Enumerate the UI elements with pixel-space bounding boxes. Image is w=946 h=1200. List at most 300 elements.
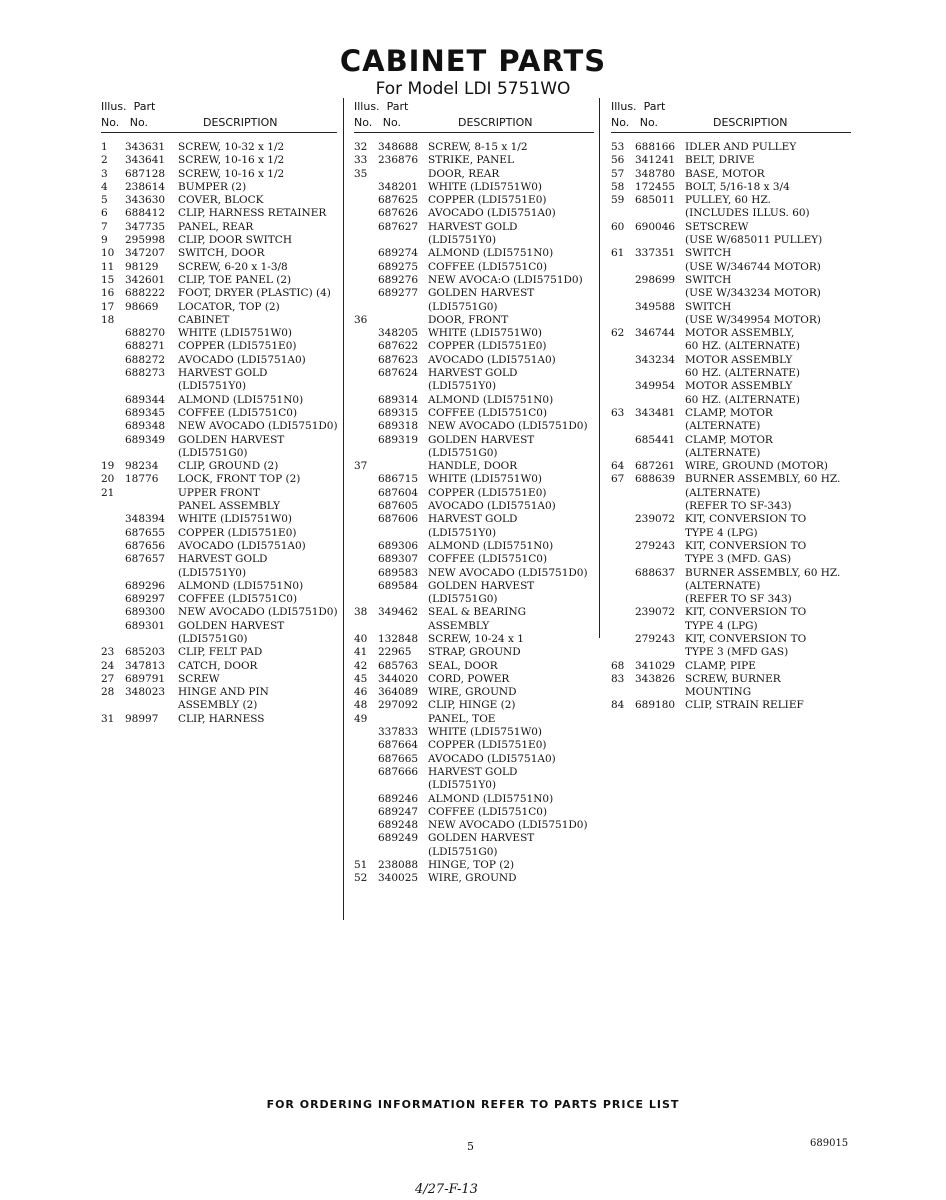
part-description: KIT, CONVERSION TO (685, 632, 807, 645)
header-no: No. No. (611, 116, 659, 129)
illus-number (354, 274, 378, 287)
header-no: No. No. (354, 116, 402, 129)
part-row (611, 301, 851, 314)
part-description: ALMOND (LDI5751N0) (178, 393, 304, 406)
part-description: BOLT, 5/16-18 x 3/4 (685, 180, 790, 193)
part-row (611, 606, 851, 619)
parts-column-1 (101, 98, 337, 726)
illus-number (611, 580, 635, 593)
part-description: STRIKE, PANEL (428, 154, 514, 167)
part-number: 688166 (635, 141, 676, 153)
part-number: 348201 (378, 180, 419, 193)
part-description: MOTOR ASSEMBLY, (685, 327, 795, 340)
part-number: 689791 (125, 672, 166, 685)
part-row (611, 367, 851, 380)
part-number: 343631 (125, 141, 166, 153)
part-row (101, 327, 337, 340)
part-row (101, 553, 337, 566)
part-description: SCREW (178, 672, 220, 685)
part-description: SWITCH, DOOR (178, 247, 265, 260)
part-description: ALMOND (LDI5751N0) (428, 247, 554, 260)
part-description: SCREW, 10-24 x 1 (428, 632, 524, 645)
illus-number (354, 527, 378, 540)
part-number: 689275 (378, 260, 419, 273)
illus-number (101, 527, 125, 540)
part-description: AVOCADO (LDI5751A0) (428, 752, 556, 765)
part-number (635, 527, 685, 540)
column-divider (599, 98, 600, 638)
part-number: 348688 (378, 141, 419, 153)
illus-number (611, 553, 635, 566)
part-row (101, 287, 337, 300)
part-description: HARVEST GOLD (178, 553, 268, 566)
part-number: 344020 (378, 672, 419, 685)
illus-number (354, 181, 378, 194)
part-number: 349954 (635, 380, 676, 393)
part-description: (USE W/685011 PULLEY) (685, 234, 823, 247)
illus-number (611, 447, 635, 460)
part-number (635, 234, 685, 247)
part-row (354, 567, 594, 580)
illus-number (101, 434, 125, 447)
part-row (101, 673, 337, 686)
part-description: HARVEST GOLD (428, 220, 518, 233)
part-description: TYPE 3 (MFD. GAS) (685, 553, 792, 566)
header-description: DESCRIPTION (458, 116, 533, 129)
part-row (101, 606, 337, 619)
part-number: 687622 (378, 340, 419, 353)
part-description: WHITE (LDI5751W0) (178, 327, 293, 340)
part-number: 689315 (378, 406, 419, 419)
part-row (354, 713, 594, 726)
part-row (611, 553, 851, 566)
part-description: (LDI5751G0) (428, 845, 498, 858)
part-description: SCREW, 8-15 x 1/2 (428, 141, 528, 153)
part-number (378, 713, 428, 726)
header-illus-part: Illus. Part (101, 100, 156, 113)
illus-number: 31 (101, 712, 115, 725)
part-number: 98997 (125, 712, 159, 725)
illus-number (354, 420, 378, 433)
part-row (354, 739, 594, 752)
part-description: SEAL & BEARING (428, 606, 527, 619)
part-number: 685763 (378, 659, 419, 672)
part-description: WHITE (LDI5751W0) (428, 180, 543, 193)
part-number: 689296 (125, 579, 166, 592)
part-number: 687624 (378, 367, 419, 380)
part-description: CLIP, GROUND (2) (178, 460, 279, 473)
header-description: DESCRIPTION (713, 116, 788, 129)
illus-number: 51 (354, 859, 368, 872)
part-row (101, 380, 337, 393)
part-row (611, 274, 851, 287)
illus-number (611, 380, 635, 393)
part-number: 347813 (125, 659, 166, 672)
illus-number: 53 (611, 141, 625, 153)
illus-number (101, 367, 125, 380)
part-row (354, 793, 594, 806)
illus-number: 45 (354, 672, 368, 685)
part-number: 348205 (378, 327, 419, 340)
illus-number: 48 (354, 699, 368, 712)
part-description: WHITE (LDI5751W0) (428, 473, 543, 486)
part-row (101, 354, 337, 367)
part-row (354, 660, 594, 673)
part-description: SWITCH (685, 273, 732, 286)
part-row (354, 832, 594, 845)
part-description: SEAL, DOOR (428, 659, 498, 672)
part-number: 690046 (635, 220, 676, 233)
part-number: 341029 (635, 659, 676, 672)
part-row (101, 340, 337, 353)
part-description: (LDI5751G0) (178, 446, 248, 459)
part-description: CLIP, STRAIN RELIEF (685, 699, 804, 712)
part-row (354, 314, 594, 327)
illus-number (611, 340, 635, 353)
part-number: 687655 (125, 526, 166, 539)
illus-number: 17 (101, 300, 115, 313)
part-description: AVOCADO (LDI5751A0) (428, 353, 556, 366)
part-number: 341241 (635, 154, 676, 167)
part-number: 279243 (635, 539, 676, 552)
part-number: 279243 (635, 632, 676, 645)
part-number: 689247 (378, 805, 419, 818)
part-row (611, 620, 851, 633)
part-row (101, 540, 337, 553)
part-description: LOCATOR, TOP (2) (178, 300, 280, 313)
illus-number (354, 793, 378, 806)
illus-number (354, 500, 378, 513)
part-number: 236876 (378, 154, 419, 167)
part-row (354, 500, 594, 513)
illus-number (354, 261, 378, 274)
illus-number (101, 420, 125, 433)
part-row (101, 686, 337, 699)
part-row (101, 593, 337, 606)
part-description: KIT, CONVERSION TO (685, 606, 807, 619)
part-number: 689301 (125, 619, 166, 632)
part-number: 686715 (378, 473, 419, 486)
column-header (101, 98, 337, 133)
illus-number: 42 (354, 659, 368, 672)
illus-number (611, 234, 635, 247)
part-row (354, 221, 594, 234)
header-illus-part: Illus. Part (354, 100, 409, 113)
part-row (101, 447, 337, 460)
part-number: 347207 (125, 247, 166, 260)
parts-list (354, 141, 594, 886)
part-row (611, 473, 851, 486)
part-row (101, 247, 337, 260)
part-description: (LDI5751G0) (428, 446, 498, 459)
part-description: KIT, CONVERSION TO (685, 539, 807, 552)
illus-number: 3 (101, 167, 108, 180)
part-number: 688271 (125, 340, 166, 353)
illus-number: 23 (101, 646, 115, 659)
illus-number: 57 (611, 167, 625, 180)
illus-number (101, 580, 125, 593)
part-row (101, 473, 337, 486)
illus-number (101, 593, 125, 606)
part-number: 689306 (378, 539, 419, 552)
part-row (611, 247, 851, 260)
part-row (101, 513, 337, 526)
part-row (354, 327, 594, 340)
illus-number (354, 247, 378, 260)
part-description: (ALTERNATE) (685, 446, 761, 459)
illus-number: 64 (611, 460, 625, 473)
part-row (101, 633, 337, 646)
illus-number: 49 (354, 712, 368, 725)
illus-number (354, 846, 378, 859)
part-row (101, 314, 337, 327)
illus-number (611, 567, 635, 580)
part-row (354, 766, 594, 779)
handwritten-note: 4/27-F-13 (415, 1182, 478, 1197)
illus-number: 41 (354, 646, 368, 659)
parts-list (611, 141, 851, 713)
illus-number: 63 (611, 406, 625, 419)
illus-number: 36 (354, 313, 368, 326)
part-row (354, 207, 594, 220)
part-row (354, 646, 594, 659)
part-number: 689180 (635, 699, 676, 712)
part-description: COPPER (LDI5751E0) (178, 526, 297, 539)
part-number: 689344 (125, 393, 166, 406)
part-description: IDLER AND PULLEY (685, 141, 797, 153)
part-row (611, 460, 851, 473)
part-number: 689249 (378, 832, 419, 845)
document-number: 689015 (810, 1138, 849, 1149)
illus-number (354, 726, 378, 739)
illus-number: 37 (354, 460, 368, 473)
illus-number (354, 620, 378, 633)
part-number (635, 314, 685, 327)
part-description: PULLEY, 60 HZ. (685, 194, 771, 207)
part-description: HINGE, TOP (2) (428, 859, 515, 872)
part-description: COPPER (LDI5751E0) (178, 340, 297, 353)
illus-number: 60 (611, 220, 625, 233)
part-row (354, 620, 594, 633)
part-description: (LDI5751Y0) (428, 380, 497, 393)
part-row (354, 287, 594, 300)
part-description: ALMOND (LDI5751N0) (428, 393, 554, 406)
part-row (611, 261, 851, 274)
illus-number: 67 (611, 473, 625, 486)
illus-number (354, 766, 378, 779)
illus-number (354, 540, 378, 553)
part-description: CLIP, FELT PAD (178, 646, 263, 659)
part-number: 98234 (125, 460, 159, 473)
part-number (378, 168, 428, 181)
part-description: GOLDEN HARVEST (428, 579, 535, 592)
part-description: GOLDEN HARVEST (428, 287, 535, 300)
illus-number: 83 (611, 672, 625, 685)
part-row (611, 660, 851, 673)
illus-number: 33 (354, 154, 368, 167)
part-row (101, 274, 337, 287)
illus-number (354, 434, 378, 447)
parts-column-3 (611, 98, 851, 713)
illus-number (611, 593, 635, 606)
illus-number (101, 567, 125, 580)
part-description: COPPER (LDI5751E0) (428, 340, 547, 353)
part-row (354, 194, 594, 207)
part-number: 343641 (125, 154, 166, 167)
illus-number (354, 806, 378, 819)
part-row (354, 593, 594, 606)
part-row (101, 567, 337, 580)
illus-number (354, 553, 378, 566)
part-row (611, 154, 851, 167)
part-row (611, 593, 851, 606)
part-row (611, 314, 851, 327)
part-row (611, 194, 851, 207)
part-description: COVER, BLOCK (178, 194, 264, 207)
part-number: 687625 (378, 194, 419, 207)
part-row (101, 394, 337, 407)
part-row (354, 553, 594, 566)
part-description: CLIP, DOOR SWITCH (178, 234, 292, 247)
illus-number: 7 (101, 220, 108, 233)
part-row (611, 686, 851, 699)
part-number: 689248 (378, 819, 419, 832)
part-description: DOOR, REAR (428, 167, 500, 180)
part-description: COFFEE (LDI5751C0) (428, 805, 548, 818)
page-number: 5 (467, 1140, 474, 1153)
part-description: (REFER TO SF 343) (685, 593, 792, 606)
part-description: SETSCREW (685, 220, 749, 233)
part-row (354, 154, 594, 167)
part-description: ALMOND (LDI5751N0) (428, 792, 554, 805)
part-row (611, 673, 851, 686)
part-number: 348394 (125, 513, 166, 526)
part-number: 689314 (378, 393, 419, 406)
part-number: 342601 (125, 273, 166, 286)
illus-number (611, 394, 635, 407)
part-row (354, 407, 594, 420)
part-description: CLIP, HARNESS (178, 712, 265, 725)
part-row (101, 168, 337, 181)
part-row (354, 168, 594, 181)
illus-number: 35 (354, 167, 368, 180)
illus-number: 68 (611, 659, 625, 672)
part-description: COPPER (LDI5751E0) (428, 194, 547, 207)
part-description: ASSEMBLY (2) (178, 699, 258, 712)
part-number: 689246 (378, 792, 419, 805)
part-description: COFFEE (LDI5751C0) (428, 406, 548, 419)
part-row (101, 460, 337, 473)
part-number: 689307 (378, 553, 419, 566)
part-row (101, 367, 337, 380)
illus-number (354, 340, 378, 353)
part-number: 685441 (635, 433, 676, 446)
illus-number (354, 580, 378, 593)
illus-number: 5 (101, 194, 108, 207)
illus-number (354, 287, 378, 300)
part-number: 689583 (378, 566, 419, 579)
illus-number (354, 473, 378, 486)
illus-number (611, 540, 635, 553)
part-description: CLAMP, MOTOR (685, 433, 773, 446)
part-description: CLIP, TOE PANEL (2) (178, 273, 292, 286)
part-description: CLIP, HINGE (2) (428, 699, 516, 712)
part-description: SCREW, BURNER (685, 672, 781, 685)
illus-number (354, 753, 378, 766)
part-number: 343630 (125, 194, 166, 207)
part-description: HARVEST GOLD (428, 513, 518, 526)
part-description: TYPE 4 (LPG) (685, 526, 758, 539)
part-row (611, 407, 851, 420)
illus-number: 62 (611, 327, 625, 340)
part-description: BELT, DRIVE (685, 154, 755, 167)
part-number: 687656 (125, 539, 166, 552)
illus-number (611, 301, 635, 314)
part-row (101, 407, 337, 420)
part-row (611, 327, 851, 340)
part-description: SCREW, 10-16 x 1/2 (178, 167, 285, 180)
part-number (125, 447, 178, 460)
illus-number: 58 (611, 180, 625, 193)
part-row (354, 806, 594, 819)
illus-number (354, 447, 378, 460)
part-number (378, 460, 428, 473)
part-description: (INCLUDES ILLUS. 60) (685, 207, 810, 220)
part-description: ALMOND (LDI5751N0) (428, 539, 554, 552)
illus-number (354, 394, 378, 407)
part-number: 688639 (635, 473, 676, 486)
part-number: 364089 (378, 686, 419, 699)
part-description: MOTOR ASSEMBLY (685, 353, 793, 366)
part-description: GOLDEN HARVEST (428, 832, 535, 845)
part-number: 689345 (125, 406, 166, 419)
part-description: ALMOND (LDI5751N0) (178, 579, 304, 592)
part-description: COPPER (LDI5751E0) (428, 739, 547, 752)
part-number (635, 340, 685, 353)
illus-number (354, 513, 378, 526)
part-row (354, 247, 594, 260)
part-number: 687606 (378, 513, 419, 526)
illus-number (354, 407, 378, 420)
part-description: (LDI5751G0) (428, 300, 498, 313)
part-number: 239072 (635, 606, 676, 619)
part-description: WIRE, GROUND (428, 686, 517, 699)
part-number: 688222 (125, 287, 166, 300)
part-description: SCREW, 10-16 x 1/2 (178, 154, 285, 167)
part-number (378, 447, 428, 460)
column-divider (343, 98, 344, 920)
illus-number: 84 (611, 699, 625, 712)
part-number (378, 301, 428, 314)
illus-number (611, 620, 635, 633)
part-description: WHITE (LDI5751W0) (178, 513, 293, 526)
part-row (611, 527, 851, 540)
part-row (101, 181, 337, 194)
illus-number: 19 (101, 460, 115, 473)
part-description: 60 HZ. (ALTERNATE) (685, 367, 800, 380)
part-number: 689274 (378, 247, 419, 260)
part-description: (LDI5751Y0) (178, 566, 247, 579)
part-row (354, 473, 594, 486)
illus-number: 56 (611, 154, 625, 167)
part-number (635, 487, 685, 500)
part-number (125, 699, 178, 712)
part-description: (USE W/343234 MOTOR) (685, 287, 821, 300)
illus-number (354, 301, 378, 314)
illus-number: 18 (101, 313, 115, 326)
part-description: WHITE (LDI5751W0) (428, 327, 543, 340)
illus-number (101, 340, 125, 353)
